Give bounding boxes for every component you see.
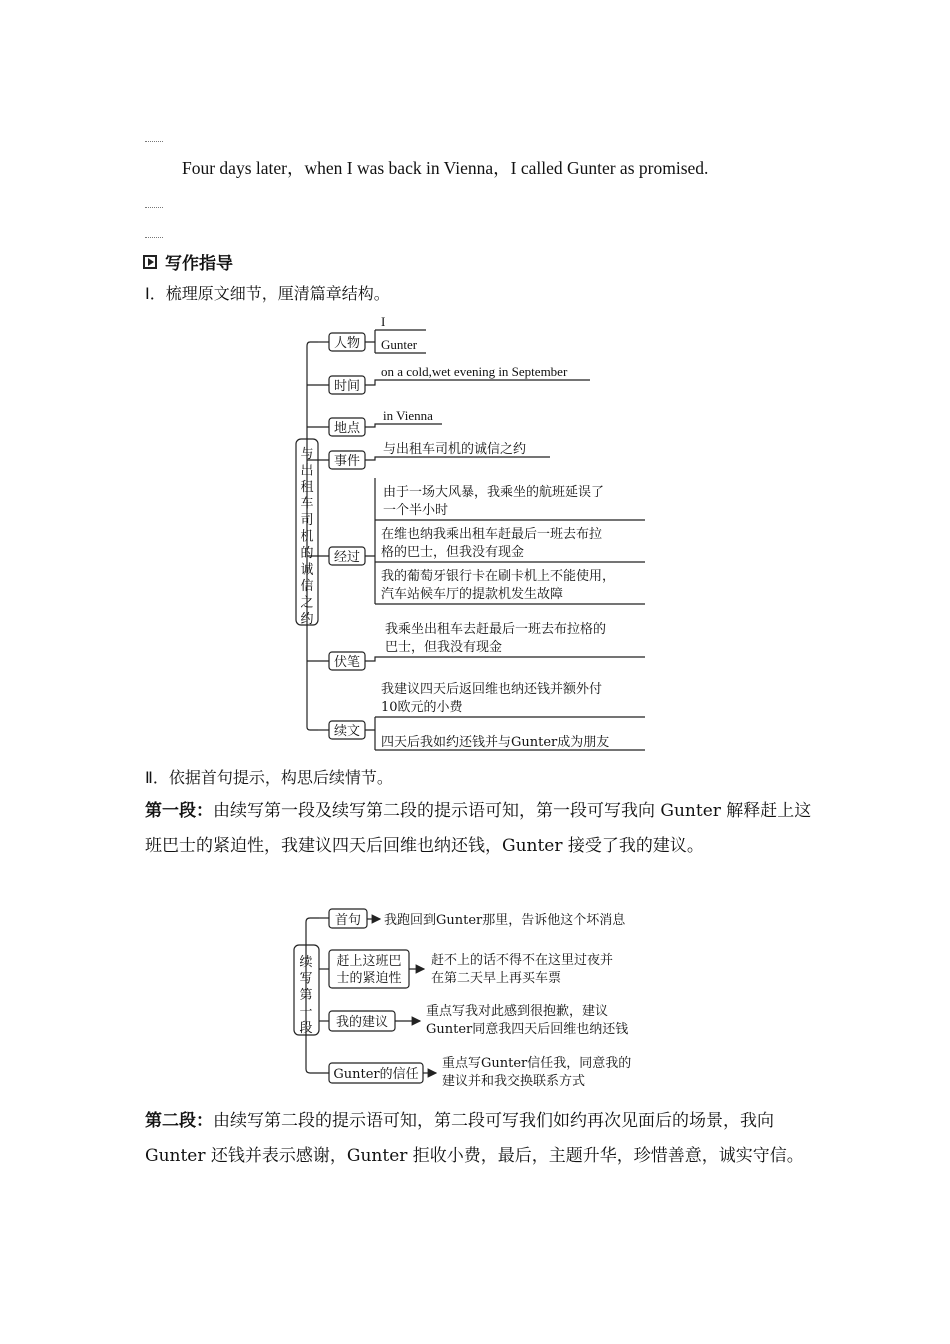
- row-label-urgency: 士的紧迫性: [336, 971, 402, 986]
- leaf-text: 格的巴士，但我没有现金: [381, 545, 525, 560]
- branch-label-event: 事件: [333, 454, 361, 469]
- branch-label-process: 经过: [333, 550, 361, 565]
- row-text: 在第二天早上再买车票: [431, 971, 562, 986]
- leaf-text: 汽车站候车厅的提款机发生故障: [381, 587, 564, 602]
- section-title: 写作指导: [165, 254, 233, 274]
- branch-label-continuation: 续文: [333, 724, 361, 739]
- row-label-suggestion: 我的建议: [335, 1015, 389, 1030]
- paragraph-one-diagram: [290, 900, 670, 1100]
- row-text: Gunter同意我四天后回维也纳还钱: [426, 1022, 629, 1037]
- row-text: 建议并和我交换联系方式: [442, 1074, 586, 1089]
- paragraph-one-label: 第一段：: [145, 801, 213, 821]
- leaf-text: 我的葡萄牙银行卡在刷卡机上不能使用，: [381, 569, 616, 584]
- leaf-text: 由于一场大风暴，我乘坐的航班延误了: [383, 485, 605, 500]
- blank-line-marker: [145, 237, 163, 238]
- paragraph-two-label: 第二段：: [145, 1111, 213, 1131]
- row-label-urgency: 赶上这班巴: [336, 954, 402, 969]
- branch-label-characters: 人物: [333, 336, 361, 351]
- blank-line-marker: [145, 141, 163, 142]
- step-two-heading: Ⅱ．依据首句提示，构思后续情节。: [145, 768, 393, 787]
- section-header: [143, 249, 233, 274]
- step-one-heading: Ⅰ．梳理原文细节，厘清篇章结构。: [145, 284, 390, 303]
- diagram2-root-label: [299, 954, 312, 1036]
- paragraph-two-guide: [145, 1104, 817, 1174]
- leaf-text: 一个半小时: [383, 503, 449, 518]
- leaf-text: 四天后我如约还钱并与Gunter成为朋友: [381, 735, 610, 750]
- diagram-root-label: [300, 447, 313, 627]
- row-text: 重点写Gunter信任我，同意我的: [442, 1056, 632, 1071]
- leaf-text: 巴士，但我没有现金: [385, 640, 503, 655]
- branch-label-place: 地点: [333, 421, 361, 436]
- row-label-trust: Gunter的信任: [333, 1067, 419, 1082]
- leaf-text: in Vienna: [383, 408, 433, 423]
- paragraph-one-text: 由续写第一段及续写第二段的提示语可知，第一段可写我向 Gunter 解释赶上这班巴士的紧迫性，我建议四天后回维也纳还钱，Gunter 接受了我的建议。: [145, 801, 812, 856]
- leaf-text: 我乘坐出租车去赶最后一班去布拉格的: [385, 622, 607, 637]
- leaf-text: I: [381, 314, 386, 329]
- leaf-text: 与出租车司机的诚信之约: [383, 442, 527, 457]
- row-text: 重点写我对此感到很抱歉，建议: [426, 1004, 609, 1019]
- branch-label-time: 时间: [333, 379, 361, 394]
- blank-line-marker: [145, 207, 163, 208]
- leaf-text: on a cold,wet evening in September: [381, 364, 568, 379]
- vertical-label: 与出租车司机的诚信之约: [300, 447, 314, 627]
- row-label-first-sentence: 首句: [334, 913, 362, 928]
- leaf-text: 我建议四天后返回维也纳还钱并额外付: [381, 682, 603, 697]
- leaf-text: Gunter: [381, 337, 418, 352]
- continuation-first-sentence: Four days later，when I was back in Vienna，I called Gunter as promised.: [182, 158, 709, 178]
- row-text: 我跑回到Gunter那里，告诉他这个坏消息: [384, 913, 626, 928]
- row-text: 赶不上的话不得不在这里过夜并: [431, 953, 614, 968]
- branch-label-foreshadow: 伏笔: [333, 655, 361, 670]
- paragraph-one-guide: [145, 794, 817, 864]
- leaf-text: 10欧元的小费: [381, 700, 463, 715]
- play-icon: [143, 255, 157, 269]
- vertical-label: 续写第一段: [299, 955, 313, 1036]
- paragraph-two-text: 由续写第二段的提示语可知，第二段可写我们如约再次见面后的场景，我向 Gunter 还钱并表示感谢，Gunter 拒收小费，最后，主题升华，珍惜善意，诚实守信。: [145, 1111, 804, 1166]
- story-structure-diagram: [290, 312, 660, 757]
- leaf-text: 在维也纳我乘出租车赶最后一班去布拉: [381, 527, 603, 542]
